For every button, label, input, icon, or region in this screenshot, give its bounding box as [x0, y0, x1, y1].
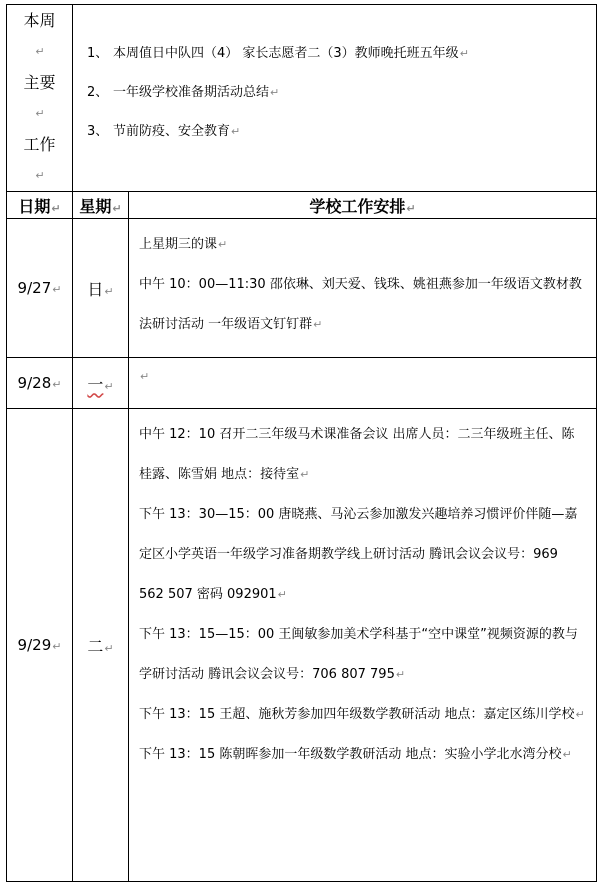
- plan-cell: [129, 409, 597, 882]
- table-row: [7, 219, 597, 358]
- summary-label-line: 工作 ↵: [23, 135, 56, 182]
- plan-line: 上星期三的课↵: [139, 237, 228, 252]
- summary-label-line: 主要 ↵: [23, 73, 56, 120]
- summary-label-cell: [7, 5, 73, 192]
- date-cell: 9/28↵: [7, 358, 73, 409]
- date-cell: 9/27↵: [7, 219, 73, 358]
- plan-cell: [129, 219, 597, 358]
- date-cell: 9/29↵: [7, 409, 73, 882]
- weekly-summary-row: [7, 5, 597, 192]
- weekday-cell: 日↵: [73, 219, 129, 358]
- summary-item: 3、 节前防疫、安全教育↵: [87, 123, 241, 139]
- column-header-row: [7, 192, 597, 219]
- summary-item: 2、 一年级学校准备期活动总结↵: [87, 84, 280, 100]
- header-date: 日期↵: [7, 192, 73, 219]
- plan-line: 下午 13：15 王超、施秋芳参加四年级数学教研活动 地点：嘉定区练川学校↵: [139, 707, 585, 722]
- plan-line: 中午 12：10 召开二三年级马术课准备会议 出席人员：二三年级班主任、陈桂露、陈雪娟 地点：接待室↵: [139, 427, 575, 482]
- plan-line: 中午 10：00—11:30 邵依琳、刘天爱、钱珠、姚祖燕参加一年级语文教材教法研讨活动 一年级语文钉钉群↵: [139, 277, 582, 332]
- summary-item: 1、 本周值日中队四（4） 家长志愿者二（3）教师晚托班五年级↵: [87, 45, 469, 61]
- plan-line: 下午 13：15 陈朝晖参加一年级数学教研活动 地点：实验小学北水湾分校↵: [139, 747, 572, 762]
- plan-cell: ↵: [129, 358, 597, 409]
- weekly-schedule-table: [6, 4, 597, 882]
- table-row: [7, 409, 597, 882]
- header-plan: 学校工作安排↵: [129, 192, 597, 219]
- summary-items-cell: [73, 5, 597, 192]
- weekday-cell: 二↵: [73, 409, 129, 882]
- plan-line: 下午 13：15—15：00 王闽敏参加美术学科基于“空中课堂”视频资源的教与学研讨活动 腾讯会议会议号：706 807 795↵: [139, 627, 578, 682]
- header-day: 星期↵: [73, 192, 129, 219]
- summary-label-line: 本周 ↵: [23, 11, 56, 58]
- table-row: [7, 358, 597, 409]
- weekday-cell: 一↵: [73, 358, 129, 409]
- plan-line: 下午 13：30—15：00 唐晓燕、马沁云参加激发兴趣培养习惯评价伴随—嘉定区小学英语一年级学习准备期教学线上研讨活动 腾讯会议会议号：969 562 507 密码 092901↵: [139, 507, 578, 602]
